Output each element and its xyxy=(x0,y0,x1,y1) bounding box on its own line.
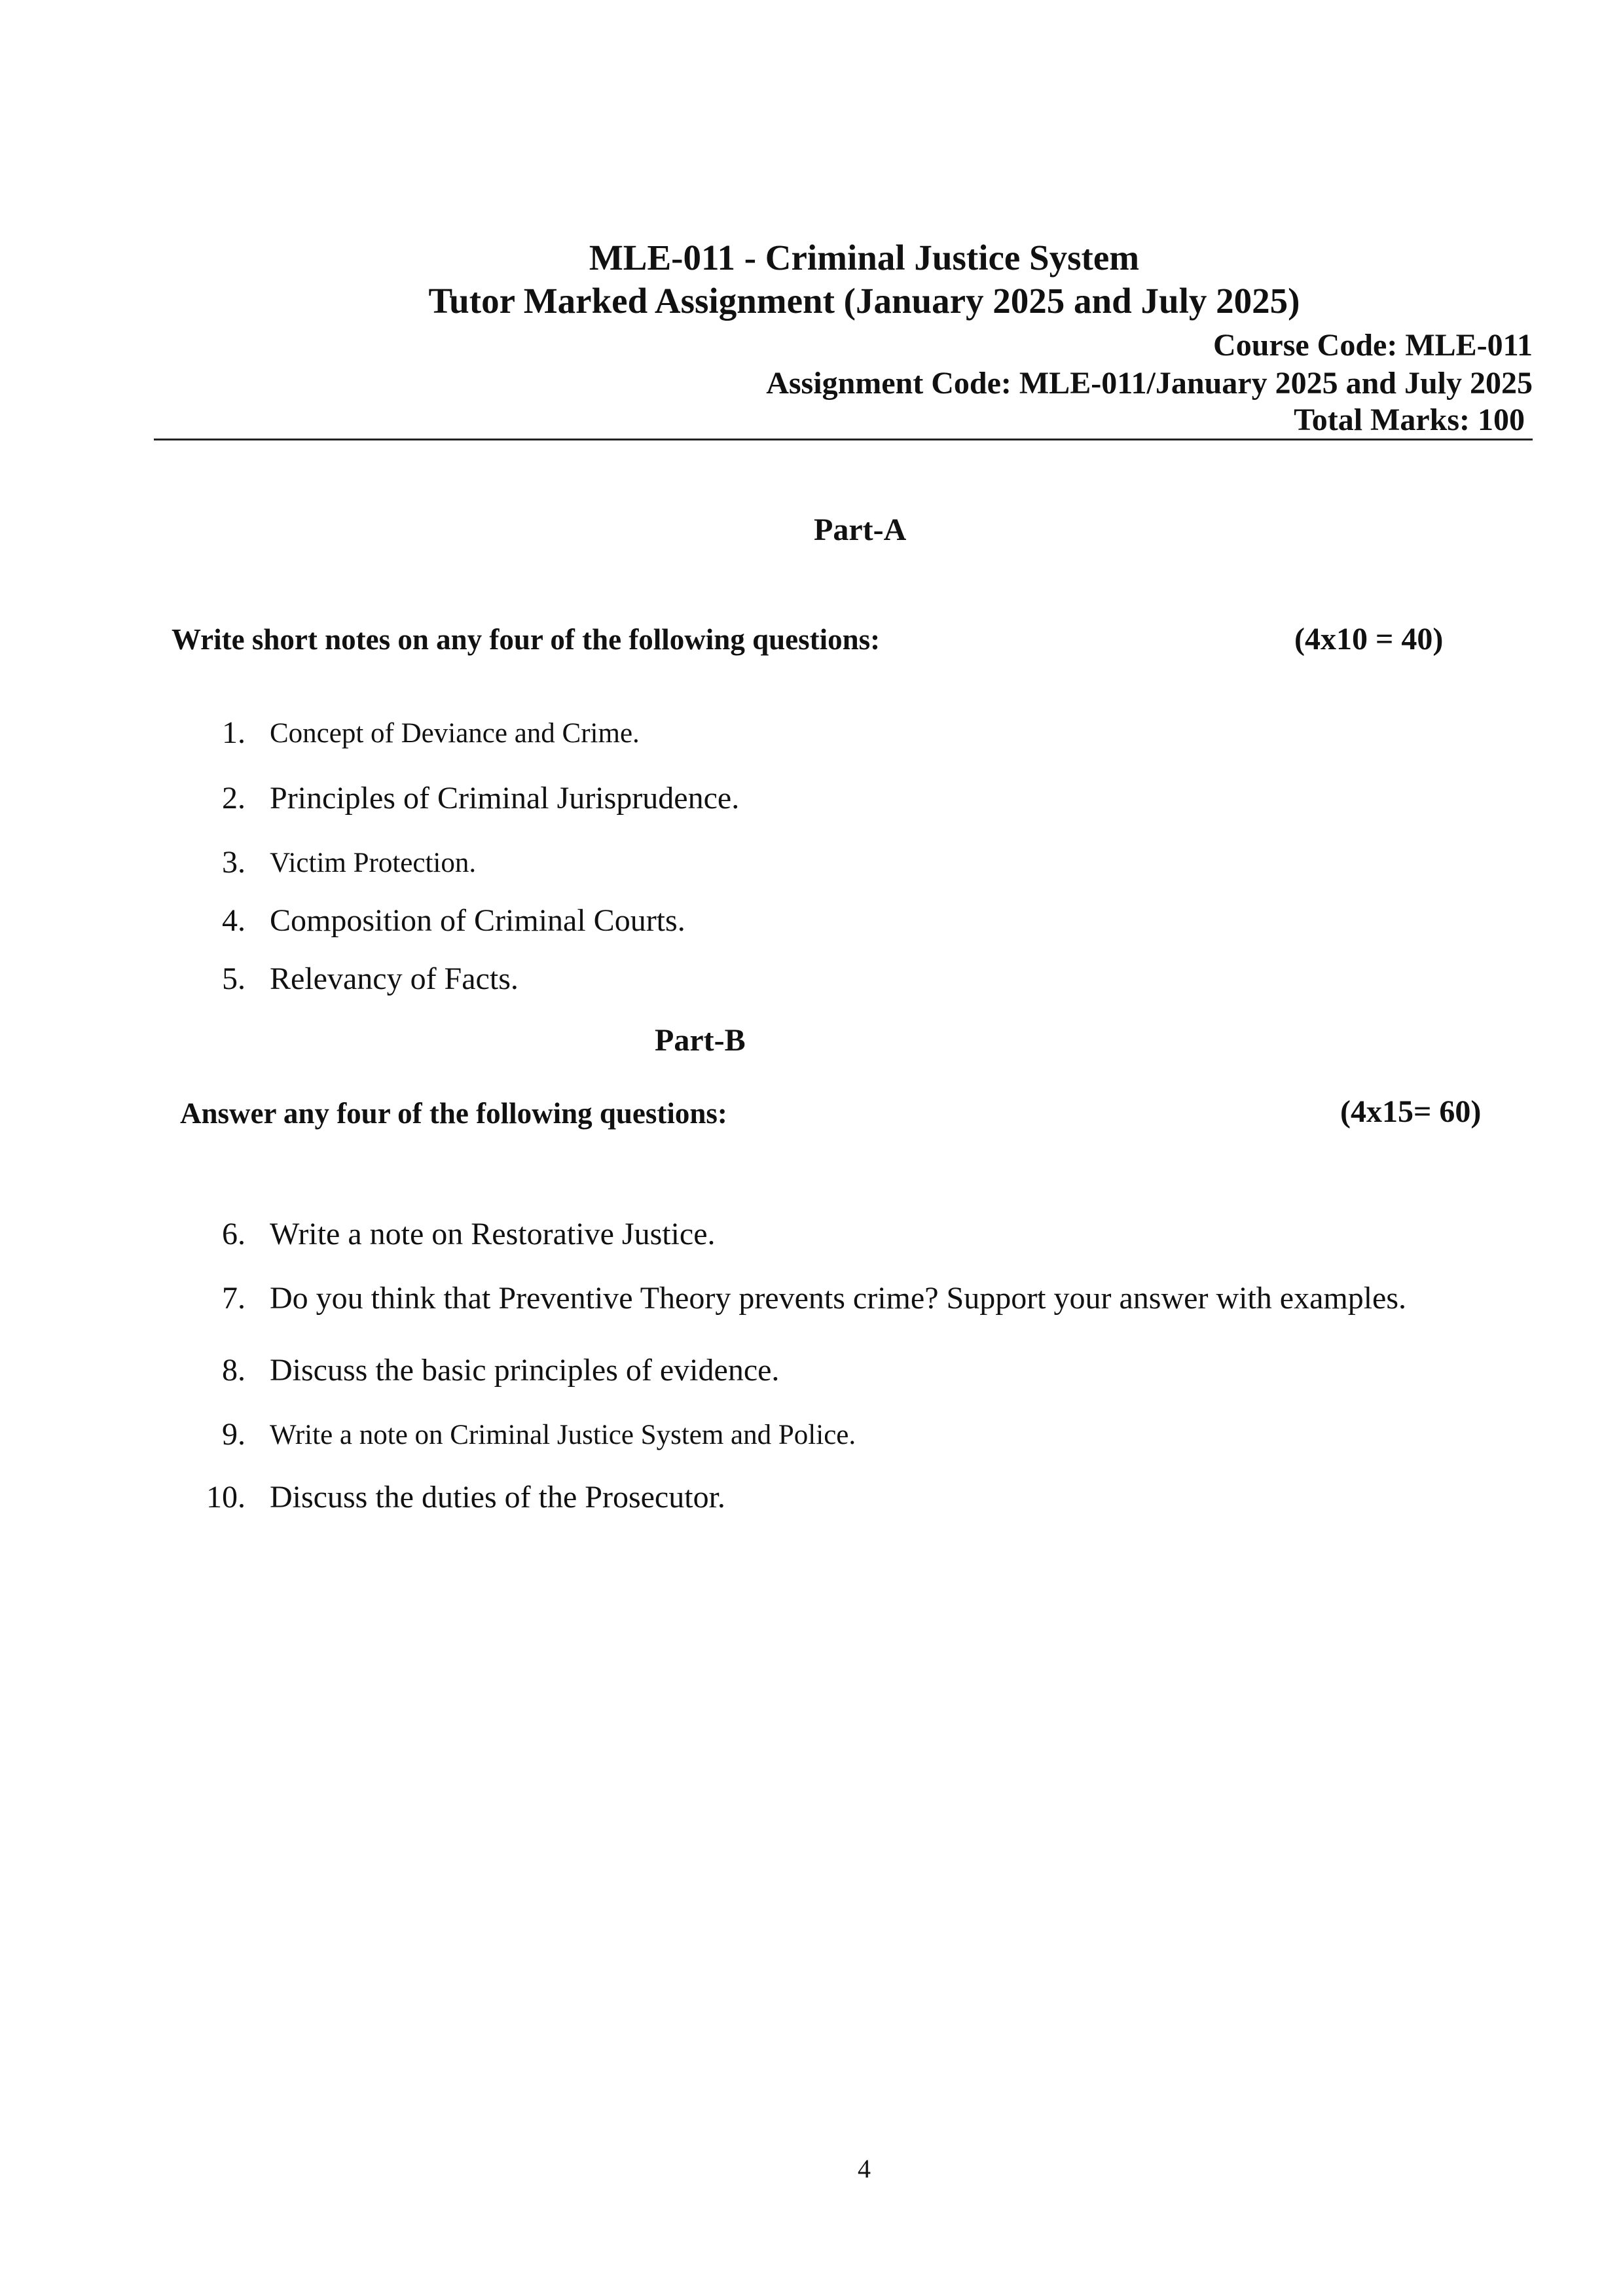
part-b-heading: Part-B xyxy=(655,1023,746,1058)
question-text: Concept of Deviance and Crime. xyxy=(270,718,640,749)
question-number: 2. xyxy=(222,781,246,816)
total-marks: Total Marks: 100 xyxy=(1294,403,1525,437)
question-number: 4. xyxy=(222,903,246,938)
question-number: 10. xyxy=(206,1480,246,1515)
part-a-heading: Part-A xyxy=(814,512,907,547)
assignment-code: Assignment Code: MLE-011/January 2025 and July 2025 xyxy=(766,366,1533,401)
question-number: 7. xyxy=(222,1281,246,1316)
part-b-marks: (4x15= 60) xyxy=(1340,1094,1482,1129)
question-number: 9. xyxy=(222,1417,246,1452)
question-text: Write a note on Restorative Justice. xyxy=(270,1217,716,1251)
header-divider xyxy=(154,439,1533,440)
question-text: Victim Protection. xyxy=(270,848,477,878)
question-number: 1. xyxy=(222,715,246,750)
course-code: Course Code: MLE-011 xyxy=(1213,328,1533,363)
question-number: 3. xyxy=(222,845,246,880)
question-text: Relevancy of Facts. xyxy=(270,961,519,996)
question-text: Composition of Criminal Courts. xyxy=(270,903,685,938)
question-number: 5. xyxy=(222,961,246,996)
document-title: MLE-011 - Criminal Justice System xyxy=(589,238,1140,278)
question-text: Principles of Criminal Jurisprudence. xyxy=(270,781,740,816)
document-subtitle: Tutor Marked Assignment (January 2025 and July 2025) xyxy=(428,281,1300,321)
question-number: 6. xyxy=(222,1217,246,1251)
part-a-instruction: Write short notes on any four of the following questions: xyxy=(172,623,881,656)
part-a-marks: (4x10 = 40) xyxy=(1294,622,1444,656)
question-number: 8. xyxy=(222,1353,246,1388)
question-text: Discuss the duties of the Prosecutor. xyxy=(270,1480,725,1515)
question-text: Discuss the basic principles of evidence. xyxy=(270,1353,780,1388)
part-b-instruction: Answer any four of the following questions: xyxy=(180,1097,727,1130)
question-text: Write a note on Criminal Justice System and Police. xyxy=(270,1420,856,1450)
question-text: Do you think that Preventive Theory prevents crime? Support your answer with examples. xyxy=(270,1281,1407,1316)
page-number: 4 xyxy=(858,2154,871,2183)
